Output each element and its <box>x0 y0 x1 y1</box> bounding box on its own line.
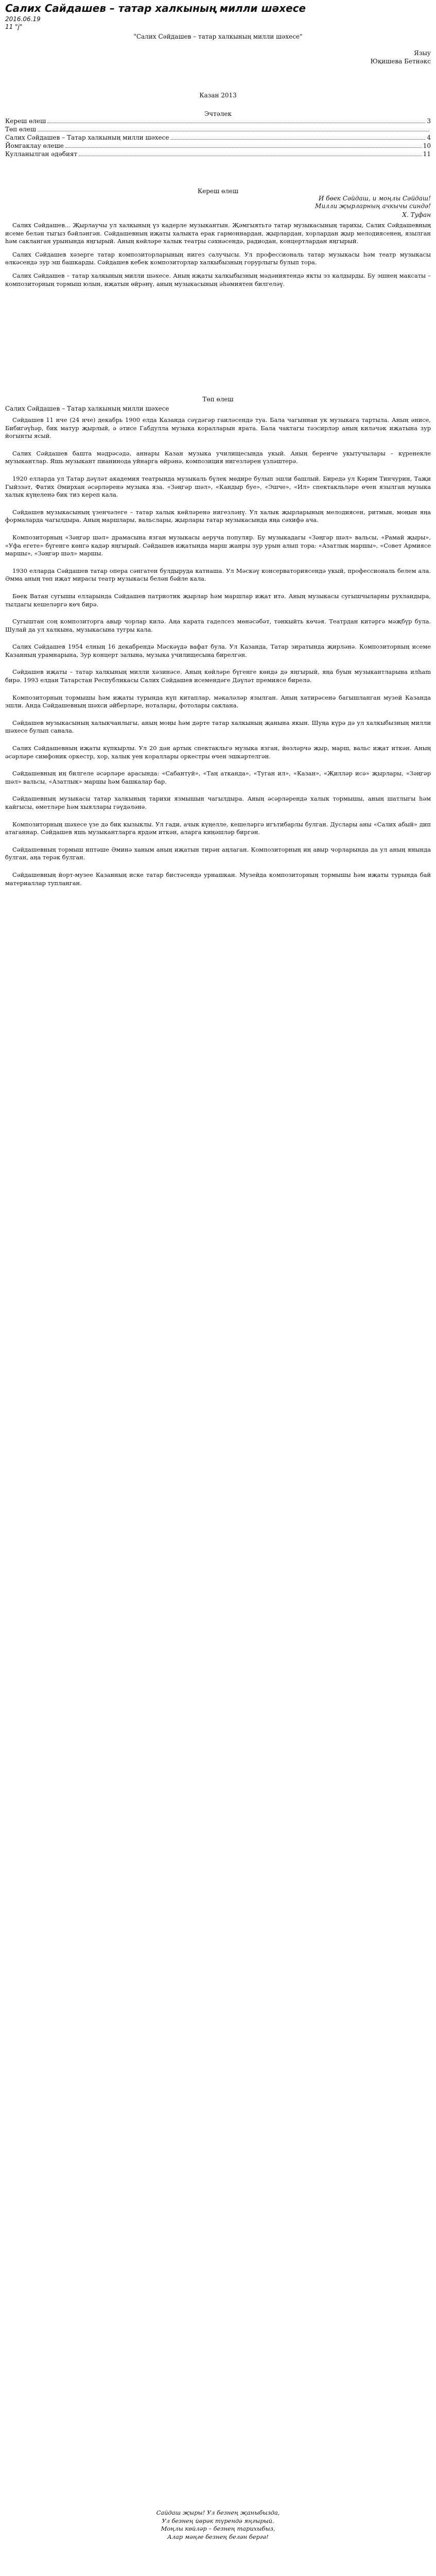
paragraph: Сәйдашев музыкасының үзенчәлеге – татар халык көйләренә нигезләнү. Ул халык җырларының мелодиясен, ритмын, моңын яңа формаларда чагылдыра. Аның маршлары, вальслары, җырлары татар музыкасында яңа сәхифә ача. <box>5 508 431 524</box>
document-meta <box>5 15 41 31</box>
toc-item[interactable] <box>5 126 431 133</box>
toc-item[interactable] <box>5 134 431 142</box>
paragraph: Сәйдашевның йорт-музее Казанның иске татар бистәсендә урнашкан. Музейда композиторның тормышы һәм иҗаты турында бай материаллар тупланган. <box>5 871 431 887</box>
main-body <box>5 416 431 896</box>
paragraph: Бөек Ватан сугышы елларында Сәйдашев патриотик җырлар һәм маршлар иҗат итә. Аның музыкасы сугышчыларны рухландыра, тылдагы кешеләргә көч бирә. <box>5 592 431 608</box>
paragraph: Сәйдашевның тормыш иптәше Әминә ханым аның иҗатын тирән аңлаган. Композиторның иң авыр чорларында да ул аның янында булган, аңа терәк булган. <box>5 845 431 861</box>
paragraph: Салих Сәйдашев... Җырлаучы ул халкының үз кадерле музыкантын. Җәмгыятьтә татар музыкасының тарихы, Салих Сәйдашевның исеме белән тыгыз бәйләнгән. Сәйдашевның иҗаты халыкта ерак гармоннардан, җырлардан, хорлардан җыр мелодиясенең, язылган һәм сакланган урынында яңгырый. Аның көйләре халык театры сәхнәсендә, радиодан, концертлардан яңгырый. <box>5 222 431 245</box>
poem-line: Алар мәңге безнең белән бергә! <box>167 2533 269 2540</box>
paragraph: Композиторның «Зәңгәр шәл» драмасына язган музыкасы аеруча популяр. Бу музыкадагы «Зәңгәр шәл» вальсы, «Рамай җыры», «Уфа егете» бүгенге көнгә кадәр яңгырый. Сәйдашев иҗатында марш жанры зур урын алып тора: «Азатлык маршы», «Совет Армиясе маршы», «Зәңгәр шәл» маршы. <box>5 533 431 557</box>
cover-city-year: Казан 2013 <box>199 92 237 99</box>
cover-label: Языу <box>414 49 431 57</box>
toc-leader-dots <box>65 142 422 148</box>
poem-line: Ул безнең йөрәк түрендә яңгырый. <box>162 2517 274 2524</box>
toc-item-label: Кереш өлеш <box>5 117 46 125</box>
paragraph: Салих Сәйдашев – татар халкының милли шәхесе. Аның иҗаты халкыбызның мәдәниятендә якты эз калдырды. Бу эшнең максаты – композиторның тормыш юлын, иҗатын өйрәнү, аның музыкасының әһәмиятен билгеләү. <box>5 272 431 287</box>
toc-leader-dots <box>79 150 422 156</box>
document-counter: 11 "j" <box>5 23 23 30</box>
paragraph: Сәйдашев музыкасының халыкчанлыгы, аның моңы һәм дәрте татар халкының җанына якын. Шуңа күрә дә ул халкыбызның милли шәхесе булып санала. <box>5 719 431 735</box>
intro-body <box>5 222 431 293</box>
toc-item[interactable] <box>5 117 431 125</box>
paragraph: Сәйдашевның иң билгеле әсәрләре арасында: «Сабантуй», «Таң атканда», «Туган ил», «Казан», «Җилләр исә» җырлары, «Зәңгәр шәл» вальсы, «Азатлык» маршы һәм башкалар бар. <box>5 770 431 785</box>
intro-epigraph-author: Х. Туфан <box>402 211 431 218</box>
paragraph: Салих Сәйдашевның иҗаты күпкырлы. Ул 20 дән артык спектакльгә музыка язган, йөзләрчә җыр, марш, вальс иҗат иткән. Аның әсәрләре симфоник оркестр, хор, халык уен кораллары оркестры өчен эшкәртелгән. <box>5 744 431 760</box>
toc-item-page: 10 <box>423 142 431 149</box>
toc-item[interactable] <box>5 150 431 158</box>
toc-item-label: Йомгаклау өлеше <box>5 142 64 149</box>
toc-item-label: Салих Сәйдашев – Татар халкының милли шәхесе <box>5 134 169 141</box>
toc-item-page: 3 <box>427 117 431 125</box>
toc-leader-dots <box>38 126 429 131</box>
document-title: Салих Сайдашев – татар халкының милли шәхесе <box>5 2 306 14</box>
paragraph: Композиторның тормышы һәм иҗаты турында күп китаплар, мәкаләләр язылган. Аның хатирәсенә багышланган музей Казанда эшли. Анда Сәйдашевның шәхси әйберләре, ноталары, фотолары саклана. <box>5 693 431 709</box>
paragraph: Салих Сәйдашев хәзерге татар композиторларының нигез салучысы. Ул профессиональ татар музыкасы һәм театр музыкасы өлкәсендә зур эш башкарды. Сәйдашев кебек композиторлар халкыбызның горурлыгы булып тора. <box>5 250 431 266</box>
toc-item-label: Төп өлеш <box>5 126 37 133</box>
toc-heading: Эчтәлек <box>204 110 232 117</box>
paragraph: Салих Сәйдашев 1954 елның 16 декабрендә Мәскәүдә вафат була. Ул Казанда, Татар зиратында җирләнә. Композиторның исеме Казанның урамнарына, Зур концерт залына, музыка училищесына бирелгән. <box>5 643 431 658</box>
paragraph: Сәйдашев иҗаты – татар халкының милли хәзинәсе. Аның көйләре бүгенге көндә дә яңгырый, яңа буын музыкантларына илham бирә. 1993 елдан Татарстан Республикасы Салих Сәйдашев исемендәге Дәүләт премиясе бирелә. <box>5 668 431 684</box>
toc-item-page: 4 <box>427 134 431 141</box>
paragraph: 1930 елларда Сәйдашев татар опера сәнгатен булдыруда катнаша. Ул Мәскәү консерваториясендә укый, профессиональ белем ала. Әмма аның төп иҗат мирасы театр музыкасы белән бәйле кала. <box>5 567 431 583</box>
document-date: 2016.06.19 <box>5 15 41 23</box>
cover-quote-title: "Салих Сәйдашев – татар халкының милли шәхесе" <box>133 33 303 40</box>
intro-heading: Кереш өлеш <box>197 188 239 195</box>
toc-leader-dots <box>47 117 425 123</box>
paragraph: Сәйдашев 11 нче (24 нче) декабрь 1900 елда Казанда сәүдәгәр гаиләсендә туа. Бала чагыннан ук музыкага тартыла. Аның әнисе, Бибигәүһәр, бик матур җырлый, ә әтисе Габдулла музыка коралларын ярата. Бала чактагы тәэсирләр аның киләчәк иҗатына зур йогынты ясый. <box>5 416 431 440</box>
paragraph: Сәйдашевның музыкасы татар халкының тарихи язмышын чагылдыра. Аның әсәрләрендә халык тормышы, аның шатлыгы һәм кайгысы, өметләре һәм хыяллары гәүдәләнә. <box>5 795 431 810</box>
paragraph: Композиторның шәхесе үзе дә бик кызыклы. Ул гади, ачык күңелле, кешеләргә игътибарлы булган. Дуслары аны «Салих абый» дип атаганнар. Сәйдашев яшь музыкантларга ярдәм иткән, аларга киңәшләр биргән. <box>5 820 431 836</box>
toc-leader-dots <box>170 134 425 140</box>
main-heading: Төп өлеш <box>202 396 234 403</box>
paragraph: Сугыштан соң композиторга авыр чорлар килә. Аңа карата гаделсез мөнәсәбәт, тәнкыйть көчәя. Театрдан китәргә мәҗбүр була. Шулай да ул халкына, музыкасына тугры кала. <box>5 618 431 633</box>
toc-item-label: Кулланылган әдәбият <box>5 150 78 158</box>
cover-author: Юқишева Бетнәкс <box>370 58 431 65</box>
poem <box>0 2509 436 2541</box>
intro-epigraph-line-2: Милли җырларның ачкычы синдә! <box>315 202 431 210</box>
paragraph: 1920 елларда ул Татар дәүләт академия театрында музыкаль бүлек мөдире булып эшли башлый. Биредә ул Кәрим Тинчурин, Таҗи Гыйззәт, Фатих Әмирхан әсәрләренә музыка яза. «Зәңгәр шәл», «Кандыр буе», «Эшче», «Ил» спектакльләре өчен язылган музыка халык күңеленә бик тиз кереп кала. <box>5 474 431 499</box>
poem-line: Сайдаш җыры! Ул безнең җаныбызда, <box>156 2509 280 2516</box>
intro-epigraph-line-1: И бөек Сәйдаш, и моңлы Сәйдаш! <box>318 195 431 202</box>
toc-item-page: 11 <box>423 150 431 158</box>
paragraph: Салих Сәйдашев башта мәдрәсәдә, аннары Казан музыка училищесында укый. Аның беренче укытучылары – күренекле музыкантлар. Яшь музыкант пианинода уйнарга өйрәнә, композиция нигезләрен үзләштерә. <box>5 449 431 465</box>
main-subheading: Салих Сәйдашев – Татар халкының милли шәхесе <box>5 405 169 412</box>
poem-line: Моңлы көйләр – безнең тарихыбыз, <box>161 2525 275 2533</box>
toc-item[interactable] <box>5 142 431 150</box>
